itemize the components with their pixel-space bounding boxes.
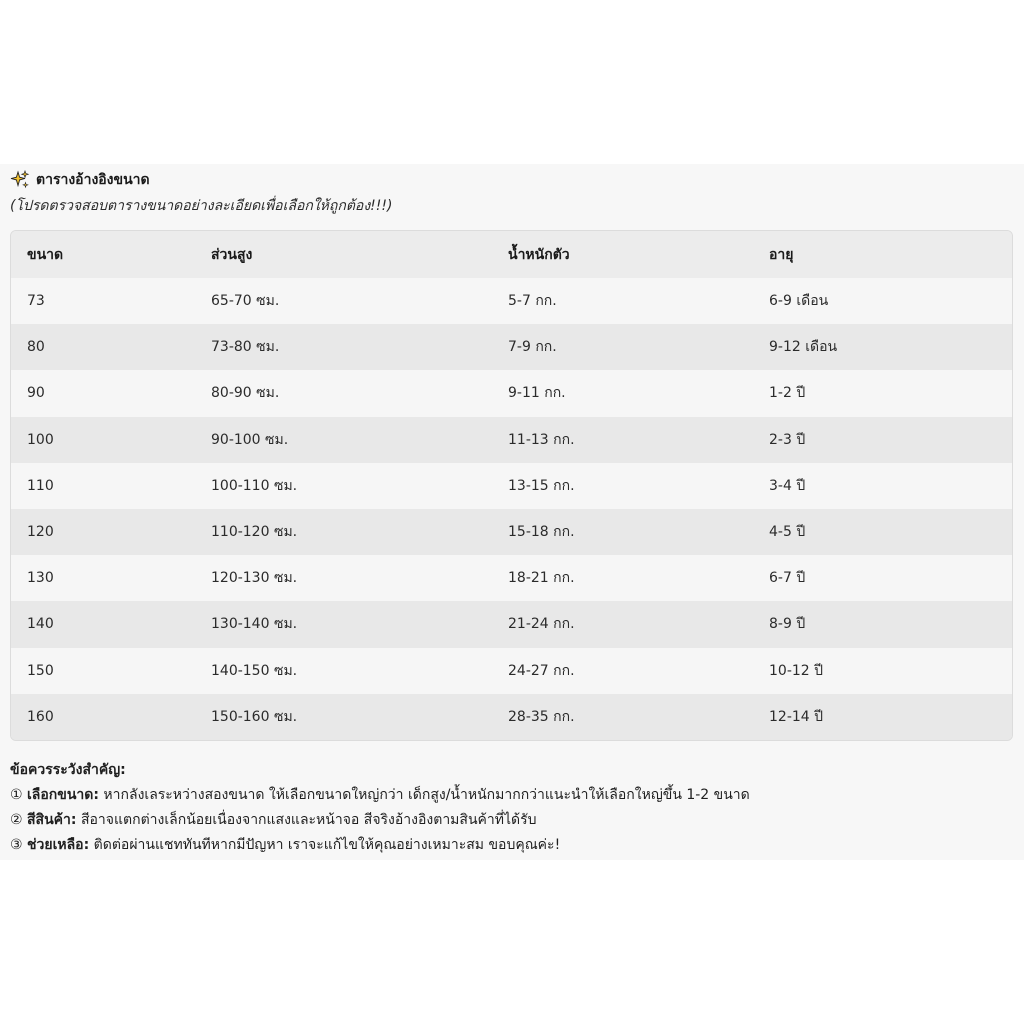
cell-age: 3-4 ปี xyxy=(769,477,806,494)
cell-size: 110 xyxy=(27,477,54,494)
cell-size: 80 xyxy=(27,339,45,356)
table-row xyxy=(11,278,1012,324)
note-text: สีอาจแตกต่างเล็กน้อยเนื่องจากแสงและหน้าจอ สีจริงอ้างอิงตามสินค้าที่ได้รับ xyxy=(80,812,537,828)
column-header-size: ขนาด xyxy=(27,246,64,263)
note-text: หากลังเลระหว่างสองขนาด ให้เลือกขนาดใหญ่กว่า เด็กสูง/น้ำหนักมากกว่าแนะนำให้เลือกใหญ่ขึ้น 1-2 ขนาด xyxy=(103,787,750,803)
cell-size: 100 xyxy=(27,431,54,448)
cell-age: 2-3 ปี xyxy=(769,431,806,448)
cell-weight: 11-13 กก. xyxy=(508,431,575,448)
cell-weight: 28-35 กก. xyxy=(508,708,575,725)
cell-weight: 24-27 กก. xyxy=(508,662,575,679)
cell-age: 6-9 เดือน xyxy=(769,293,829,310)
page-subtitle: (โปรดตรวจสอบตารางขนาดอย่างละเอียดเพื่อเลือกให้ถูกต้อง!!!) xyxy=(10,198,393,214)
column-header-age: อายุ xyxy=(769,246,794,263)
cell-size: 90 xyxy=(27,385,45,402)
cell-age: 4-5 ปี xyxy=(769,524,806,541)
table-row xyxy=(11,417,1012,463)
cell-weight: 9-11 กก. xyxy=(508,385,566,402)
cell-height: 140-150 ซม. xyxy=(211,662,298,679)
size-table-container xyxy=(10,230,1013,741)
table-header-row xyxy=(11,231,1012,278)
cell-height: 130-140 ซม. xyxy=(211,616,298,633)
table-row xyxy=(11,555,1012,601)
sparkle-icon xyxy=(10,170,30,190)
table-row xyxy=(11,324,1012,370)
cell-age: 10-12 ปี xyxy=(769,662,824,679)
page-title: ตารางอ้างอิงขนาด xyxy=(36,172,150,188)
table-row xyxy=(11,370,1012,416)
cell-height: 80-90 ซม. xyxy=(211,385,280,402)
cell-weight: 15-18 กก. xyxy=(508,524,575,541)
table-row xyxy=(11,648,1012,694)
table-row xyxy=(11,601,1012,647)
size-table xyxy=(11,231,1012,740)
cell-age: 6-7 ปี xyxy=(769,570,806,587)
cell-age: 8-9 ปี xyxy=(769,616,806,633)
note-label: เลือกขนาด: xyxy=(27,787,99,803)
cell-age: 1-2 ปี xyxy=(769,385,806,402)
cell-size: 160 xyxy=(27,708,54,725)
cell-height: 90-100 ซม. xyxy=(211,431,289,448)
cell-height: 150-160 ซม. xyxy=(211,708,298,725)
cell-size: 73 xyxy=(27,293,45,310)
note-marker: ③ xyxy=(10,837,23,853)
table-row xyxy=(11,694,1012,740)
cell-height: 120-130 ซม. xyxy=(211,570,298,587)
note-item-help xyxy=(10,833,750,858)
cell-height: 100-110 ซม. xyxy=(211,477,298,494)
note-label: ช่วยเหลือ: xyxy=(27,837,90,853)
size-chart-heading xyxy=(10,170,150,190)
notes-title: ข้อควรระวังสำคัญ: xyxy=(10,762,126,778)
cell-size: 130 xyxy=(27,570,54,587)
note-item-size xyxy=(10,783,750,808)
note-marker: ② xyxy=(10,812,23,828)
cell-size: 140 xyxy=(27,616,54,633)
cell-weight: 21-24 กก. xyxy=(508,616,575,633)
note-marker: ① xyxy=(10,787,23,803)
cell-weight: 7-9 กก. xyxy=(508,339,557,356)
note-label: สีสินค้า: xyxy=(27,812,77,828)
cell-size: 150 xyxy=(27,662,54,679)
note-text: ติดต่อผ่านแชททันทีหากมีปัญหา เราจะแก้ไขให้คุณอย่างเหมาะสม ขอบคุณค่ะ! xyxy=(93,837,561,853)
cell-weight: 5-7 กก. xyxy=(508,293,557,310)
note-item-color xyxy=(10,808,750,833)
table-row xyxy=(11,463,1012,509)
cell-age: 12-14 ปี xyxy=(769,708,824,725)
cell-size: 120 xyxy=(27,524,54,541)
column-header-height: ส่วนสูง xyxy=(211,246,253,263)
column-header-weight: น้ำหนักตัว xyxy=(508,246,570,263)
table-row xyxy=(11,509,1012,555)
cell-weight: 13-15 กก. xyxy=(508,477,575,494)
cell-height: 73-80 ซม. xyxy=(211,339,280,356)
important-notes xyxy=(10,758,750,858)
cell-age: 9-12 เดือน xyxy=(769,339,838,356)
cell-height: 65-70 ซม. xyxy=(211,293,280,310)
cell-height: 110-120 ซม. xyxy=(211,524,298,541)
cell-weight: 18-21 กก. xyxy=(508,570,575,587)
